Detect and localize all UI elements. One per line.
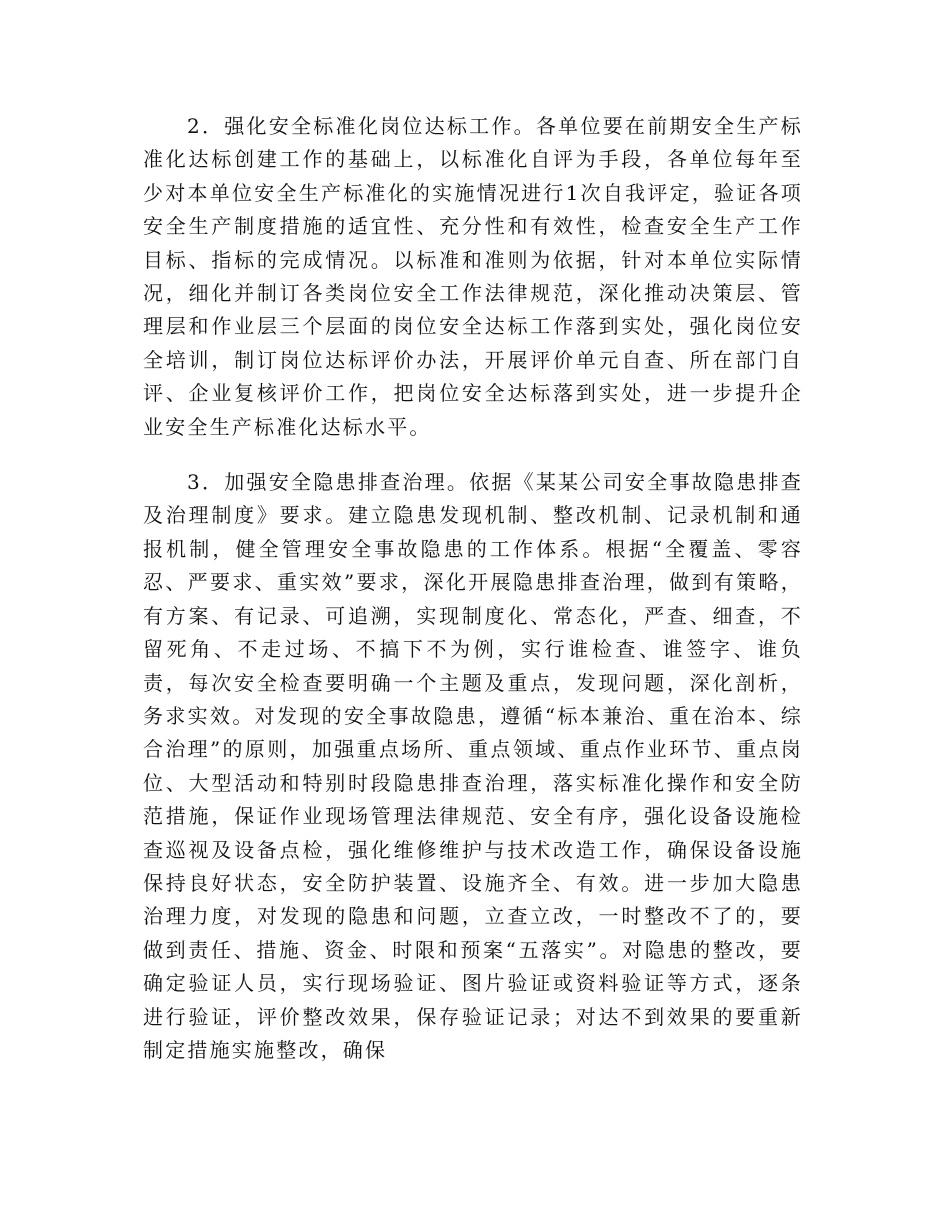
paragraph-hazard-investigation: 3．加强安全隐患排查治理。依据《某某公司安全事故隐患排查及治理制度》要求。建立隐患发现机制、整改机制、记录机制和通报机制，健全管理安全事故隐患的工作体系。根据“全覆盖、零容忍、严要求、重实效”要求，深化开展隐患排查治理，做到有策略，有方案、有记录、可追溯，实现制度化、常态化，严查、细查，不留死角、不走过场、不搞下不为例，实行谁检查、谁签字、谁负责，每次安全检查要明确一个主题及重点，发现问题，深化剖析，务求实效。对发现的安全事故隐患，遵循“标本兼治、重在治本、综合治理”的原则，加强重点场所、重点领域、重点作业环节、重点岗位、大型活动和特别时段隐患排查治理，落实标准化操作和安全防范措施，保证作业现场管理法律规范、安全有序，强化设备设施检查巡视及设备点检，强化维修维护与技术改造工作，确保设备设施保持良好状态，安全防护装置、设施齐全、有效。进一步加大隐患治理力度，对发现的隐患和问题，立查立改，一时整改不了的，要做到责任、措施、资金、时限和预案“五落实”。对隐患的整改，要确定验证人员，实行现场验证、图片验证或资料验证等方式，逐条进行验证，评价整改效果，保存验证记录；对达不到效果的要重新制定措施实施整改，确保: [143, 470, 803, 1062]
paragraph-standardization: 2．强化安全标准化岗位达标工作。各单位要在前期安全生产标准化达标创建工作的基础上，以标准化自评为手段，各单位每年至少对本单位安全生产标准化的实施情况进行1次自我评定，验证各项安全生产制度措施的适宜性、充分性和有效性，检查安全生产工作目标、指标的完成情况。以标准和准则为依据，针对本单位实际情况，细化并制订各类岗位安全工作法律规范，深化推动决策层、管理层和作业层三个层面的岗位安全达标工作落到实处，强化岗位安全培训，制订岗位达标评价办法，开展评价单元自查、所在部门自评、企业复核评价工作，把岗位安全达标落到实处，进一步提升企业安全生产标准化达标水平。: [143, 114, 803, 439]
document-body: [143, 110, 803, 1067]
